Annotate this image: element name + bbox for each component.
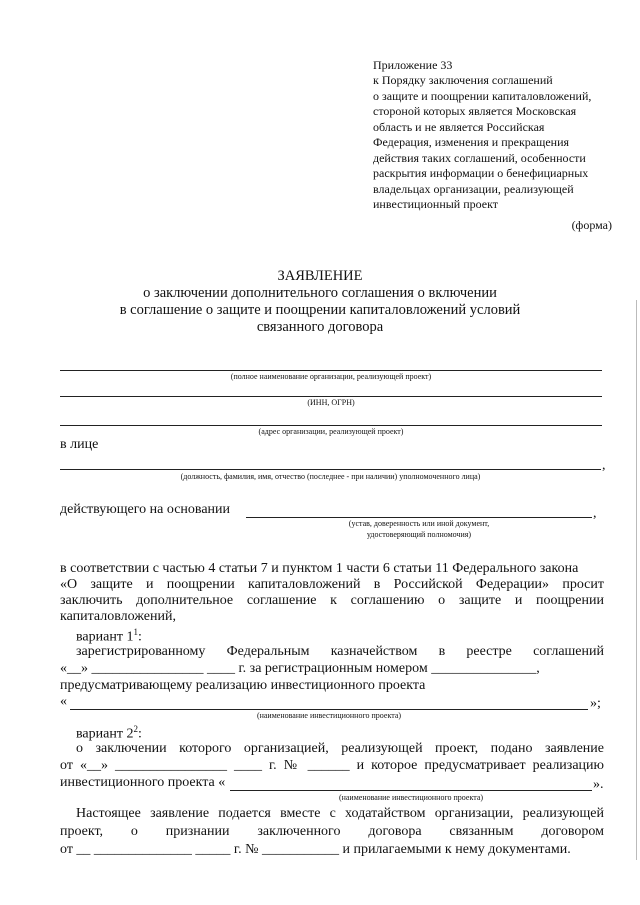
comma: , — [593, 506, 597, 521]
subtitle-line: связанного договора — [256, 319, 384, 335]
org-name-caption: (полное наименование организации, реализующей проект) — [230, 372, 432, 381]
address-caption: (адрес организации, реализующей проект) — [258, 427, 404, 436]
project-caption: (наименование инвестиционного проекта) — [256, 711, 402, 720]
person-caption: (должность, фамилия, имя, отчество (последнее - при наличии) уполномоченного лица) — [180, 472, 481, 481]
project-caption: (наименование инвестиционного проекта) — [338, 793, 484, 802]
quote-close: »; — [590, 696, 601, 711]
subtitle-line: о заключении дополнительного соглашения о включении — [143, 285, 497, 301]
header-line: к Порядку заключения соглашений — [373, 73, 553, 87]
variant-2-label: вариант $2^2$: — [76, 724, 142, 742]
variant-2-date-line: от «__» ________________ ____ г. № ______ и которое предусматривает реализацию — [60, 758, 604, 773]
address-field[interactable] — [60, 425, 602, 426]
appendix-number: Приложение 33 — [373, 58, 453, 72]
variant-1-date-line: «__» ________________ ____ г. за регистрационным номером _______________, — [60, 661, 540, 676]
body-line: в соответствии с частью 4 статьи 7 и пунктом 1 части 6 статьи 11 Федерального закона — [60, 561, 579, 576]
header-line: о защите и поощрении капиталовложений, — [373, 88, 592, 103]
acting-basis-label: действующего на основании — [60, 502, 231, 517]
basis-caption: удостоверяющий полномочия) — [366, 530, 472, 539]
variant-1-line: зарегистрированному Федеральным казначейством в реестре соглашений — [76, 644, 604, 659]
basis-field[interactable] — [246, 517, 592, 518]
project-name-field-2[interactable] — [230, 790, 592, 791]
closing-line: проект, о признании заключенного договора связанным договором — [60, 824, 604, 839]
body-line: «О защите и поощрении капиталовложений в Российской Федерации» просит — [60, 577, 604, 592]
quote-open: « — [60, 694, 67, 709]
scan-edge — [636, 300, 637, 860]
form-note: (форма) — [571, 218, 612, 232]
quote-close: ». — [593, 777, 604, 792]
inn-caption: (ИНН, ОГРН) — [307, 398, 355, 407]
header-line: Федерация, изменения и прекращения — [373, 135, 570, 149]
variant-1-line: предусматривающему реализацию инвестиционного проекта — [60, 678, 426, 693]
in-person-label: в лице — [60, 437, 99, 452]
header-line: владельцах организации, реализующей — [373, 181, 574, 196]
basis-caption: (устав, доверенность или иной документ, — [348, 519, 490, 528]
header-line: стороной которых является Московская — [373, 104, 577, 118]
project-name-field[interactable] — [70, 709, 588, 710]
header-line: раскрытия информации о бенефициарных — [373, 166, 589, 180]
subtitle-line: в соглашение о защите и поощрении капиталовложений условий — [119, 302, 521, 318]
body-line: капиталовложений, — [60, 609, 176, 624]
org-name-field[interactable] — [60, 370, 602, 371]
document-title: ЗАЯВЛЕНИЕ — [277, 268, 363, 284]
header-line: область и не является Российская — [373, 119, 545, 134]
variant-2-line: о заключении которого организацией, реализующей проект, подано заявление — [76, 741, 604, 756]
header-line: инвестиционный проект — [373, 197, 499, 211]
body-line: заключить дополнительное соглашение к соглашению о защите и поощрении — [60, 593, 604, 608]
inn-ogrn-field[interactable] — [60, 396, 602, 397]
variant-2-line: инвестиционного проекта « — [60, 775, 226, 790]
closing-line: от __ ______________ _____ г. № ___________ и прилагаемыми к нему документами. — [60, 842, 571, 857]
comma: , — [602, 458, 606, 473]
closing-line: Настоящее заявление подается вместе с ходатайством организации, реализующей — [76, 806, 604, 821]
variant-1-label: вариант $1^1$: — [76, 627, 142, 645]
header-line: действия таких соглашений, особенности — [373, 150, 586, 165]
person-field[interactable] — [60, 469, 601, 470]
